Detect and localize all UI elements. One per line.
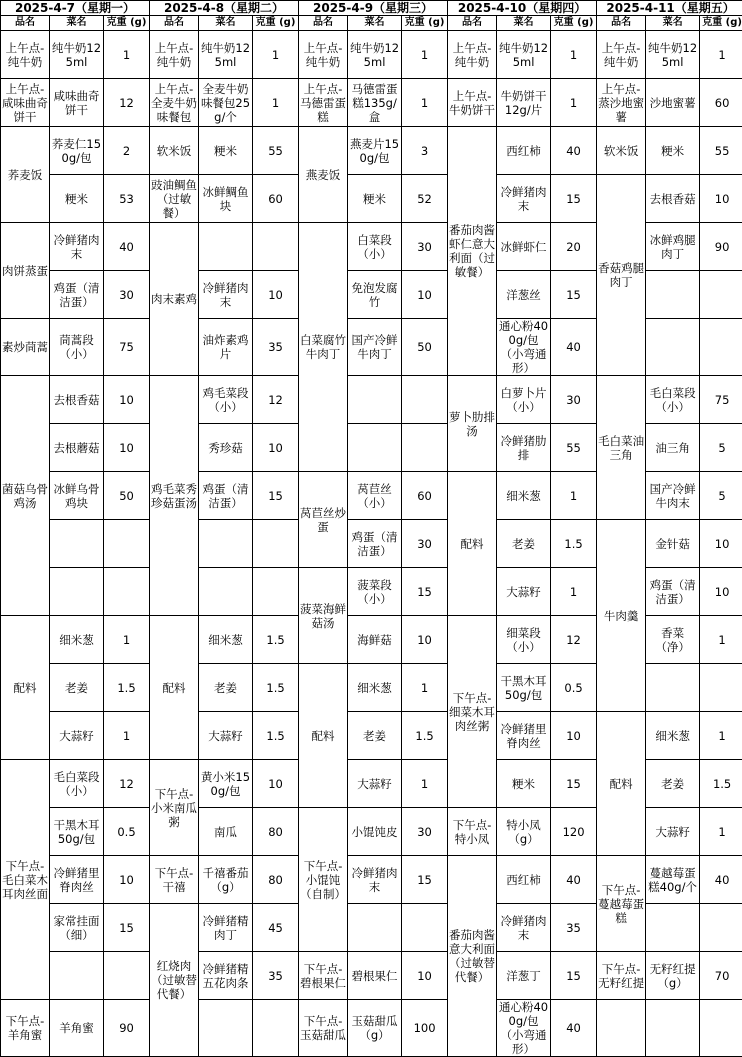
ingredient-cell: 特小凤（g） bbox=[497, 808, 551, 856]
menu-row bbox=[1, 1000, 742, 1057]
ingredient-cell: 粳米 bbox=[199, 127, 253, 175]
ingredient-cell: 南瓜 bbox=[199, 808, 253, 856]
date-header: 2025-4-7（星期一） bbox=[1, 1, 150, 16]
ingredient-cell: 白菜段（小） bbox=[348, 223, 402, 271]
ingredient-cell: 小馄饨皮 bbox=[348, 808, 402, 856]
dish-name-cell: 下午点-玉菇甜瓜 bbox=[299, 1000, 348, 1057]
ingredient-cell: 粳米 bbox=[497, 760, 551, 808]
ingredient-cell: 通心粉400g/包（小弯通形） bbox=[497, 1000, 551, 1057]
grams-cell: 60 bbox=[700, 79, 742, 127]
ingredient-cell: 黄小米150g/包 bbox=[199, 760, 253, 808]
dish-name-cell: 上午点-纯牛奶 bbox=[597, 31, 646, 79]
ingredient-cell: 菠菜段（小） bbox=[348, 568, 402, 616]
ingredient-cell bbox=[646, 664, 700, 712]
ingredient-cell: 大蒜籽 bbox=[199, 712, 253, 760]
ingredient-cell bbox=[646, 319, 700, 376]
grams-cell: 12 bbox=[104, 760, 150, 808]
ingredient-cell bbox=[646, 904, 700, 952]
dish-name-cell: 上午点-咸味曲奇饼干 bbox=[1, 79, 50, 127]
ingredient-cell: 鸡蛋（清洁蛋） bbox=[646, 568, 700, 616]
grams-cell: 5 bbox=[700, 424, 742, 472]
ingredient-cell: 粳米 bbox=[646, 127, 700, 175]
dish-name-cell: 下午点-细菜木耳肉丝粥 bbox=[448, 616, 497, 808]
ingredient-cell: 通心粉400g/包（小弯通形） bbox=[497, 319, 551, 376]
grams-cell: 55 bbox=[551, 424, 597, 472]
ingredient-cell bbox=[199, 1000, 253, 1057]
ingredient-cell: 冰鲜乌骨鸡块 bbox=[50, 472, 104, 520]
grams-cell: 1.5 bbox=[551, 520, 597, 568]
grams-cell: 1 bbox=[551, 31, 597, 79]
grams-col-header: 克重 (g) bbox=[700, 16, 742, 31]
ingredient-cell: 大蒜籽 bbox=[50, 712, 104, 760]
grams-cell: 80 bbox=[253, 808, 299, 856]
dish-name-cell: 番茄肉酱意大利面（过敏替代餐） bbox=[448, 856, 497, 1057]
ingredient-cell: 洋葱丝 bbox=[497, 271, 551, 319]
ingredient-col-header: 菜名 bbox=[348, 16, 402, 31]
grams-cell bbox=[402, 904, 448, 952]
dish-name-cell: 菠菜海鲜菇汤 bbox=[299, 568, 348, 664]
ingredient-cell: 鸡蛋（清洁蛋） bbox=[50, 271, 104, 319]
ingredient-cell: 秀珍菇 bbox=[199, 424, 253, 472]
dish-col-header: 品名 bbox=[1, 16, 50, 31]
ingredient-cell: 金针菇 bbox=[646, 520, 700, 568]
grams-cell: 40 bbox=[104, 223, 150, 271]
grams-cell: 120 bbox=[551, 808, 597, 856]
dish-name-cell: 上午点-牛奶饼干 bbox=[448, 79, 497, 127]
column-header-row bbox=[1, 16, 742, 31]
grams-cell: 30 bbox=[402, 808, 448, 856]
grams-cell: 52 bbox=[402, 175, 448, 223]
dish-name-cell: 燕麦饭 bbox=[299, 127, 348, 223]
dish-name-cell: 萝卜肋排汤 bbox=[448, 376, 497, 472]
grams-cell: 1 bbox=[402, 760, 448, 808]
grams-cell: 0.5 bbox=[551, 664, 597, 712]
grams-cell: 45 bbox=[253, 904, 299, 952]
dish-name-cell: 莴苣丝炒蛋 bbox=[299, 472, 348, 568]
menu-row bbox=[1, 127, 742, 175]
grams-cell: 10 bbox=[253, 271, 299, 319]
ingredient-cell: 细菜段（小） bbox=[497, 616, 551, 664]
dish-col-header: 品名 bbox=[448, 16, 497, 31]
ingredient-cell bbox=[50, 568, 104, 616]
grams-col-header: 克重 (g) bbox=[551, 16, 597, 31]
grams-cell: 1 bbox=[104, 712, 150, 760]
date-header: 2025-4-10（星期四） bbox=[448, 1, 597, 16]
empty-cell bbox=[646, 1000, 700, 1057]
grams-cell: 35 bbox=[253, 319, 299, 376]
ingredient-cell: 香菜（净） bbox=[646, 616, 700, 664]
dish-name-cell: 菌菇乌骨鸡汤 bbox=[1, 376, 50, 616]
grams-cell: 1 bbox=[551, 472, 597, 520]
grams-cell: 1 bbox=[253, 31, 299, 79]
dish-name-cell: 下午点-碧根果仁 bbox=[299, 952, 348, 1000]
ingredient-cell: 纯牛奶125ml bbox=[646, 31, 700, 79]
grams-cell: 0.5 bbox=[104, 808, 150, 856]
dish-name-cell: 软米饭 bbox=[597, 127, 646, 175]
grams-cell bbox=[402, 376, 448, 424]
ingredient-cell: 老姜 bbox=[199, 664, 253, 712]
dish-col-header: 品名 bbox=[150, 16, 199, 31]
grams-col-header: 克重 (g) bbox=[104, 16, 150, 31]
ingredient-cell: 粳米 bbox=[348, 175, 402, 223]
grams-cell: 12 bbox=[104, 79, 150, 127]
grams-cell: 80 bbox=[253, 856, 299, 904]
ingredient-col-header: 菜名 bbox=[199, 16, 253, 31]
grams-cell: 15 bbox=[551, 760, 597, 808]
ingredient-cell: 细米葱 bbox=[497, 472, 551, 520]
grams-cell: 10 bbox=[253, 424, 299, 472]
grams-cell: 10 bbox=[551, 712, 597, 760]
ingredient-cell bbox=[50, 952, 104, 1000]
grams-cell bbox=[253, 568, 299, 616]
dish-name-cell: 下午点-毛白菜木耳肉丝面 bbox=[1, 760, 50, 1000]
menu-row bbox=[1, 856, 742, 904]
ingredient-cell: 白萝卜片（小） bbox=[497, 376, 551, 424]
grams-cell: 15 bbox=[551, 271, 597, 319]
ingredient-cell: 家常挂面（细） bbox=[50, 904, 104, 952]
ingredient-cell: 油炸素鸡片 bbox=[199, 319, 253, 376]
grams-cell: 90 bbox=[700, 223, 742, 271]
ingredient-cell: 冷鲜猪肉末 bbox=[497, 175, 551, 223]
ingredient-cell: 无籽红提（g） bbox=[646, 952, 700, 1000]
grams-col-header: 克重 (g) bbox=[253, 16, 299, 31]
ingredient-cell: 莴苣丝（小） bbox=[348, 472, 402, 520]
ingredient-cell: 冷鲜猪肉末 bbox=[50, 223, 104, 271]
dish-name-cell: 上午点-纯牛奶 bbox=[150, 31, 199, 79]
ingredient-cell bbox=[50, 520, 104, 568]
ingredient-cell: 老姜 bbox=[497, 520, 551, 568]
ingredient-cell: 冷鲜猪里脊肉丝 bbox=[497, 712, 551, 760]
grams-cell: 5 bbox=[700, 472, 742, 520]
ingredient-cell: 冰鲜虾仁 bbox=[497, 223, 551, 271]
ingredient-cell: 油三角 bbox=[646, 424, 700, 472]
grams-cell: 1.5 bbox=[700, 760, 742, 808]
grams-cell: 20 bbox=[551, 223, 597, 271]
grams-cell: 100 bbox=[402, 1000, 448, 1057]
ingredient-cell: 毛白菜段（小） bbox=[646, 376, 700, 424]
ingredient-cell: 细米葱 bbox=[199, 616, 253, 664]
grams-cell: 1 bbox=[700, 808, 742, 856]
date-header: 2025-4-9（星期三） bbox=[299, 1, 448, 16]
grams-cell: 1 bbox=[551, 568, 597, 616]
grams-cell: 12 bbox=[551, 616, 597, 664]
dish-name-cell: 配料 bbox=[299, 664, 348, 808]
grams-cell: 1 bbox=[104, 31, 150, 79]
ingredient-cell: 冰鲜鲷鱼块 bbox=[199, 175, 253, 223]
ingredient-cell bbox=[348, 376, 402, 424]
ingredient-col-header: 菜名 bbox=[646, 16, 700, 31]
ingredient-cell: 西红柿 bbox=[497, 856, 551, 904]
ingredient-cell: 纯牛奶125ml bbox=[348, 31, 402, 79]
dish-name-cell: 荞麦饭 bbox=[1, 127, 50, 223]
grams-cell: 60 bbox=[253, 175, 299, 223]
menu-body bbox=[1, 31, 742, 1057]
dish-name-cell: 上午点-纯牛奶 bbox=[448, 31, 497, 79]
ingredient-cell bbox=[646, 271, 700, 319]
grams-cell: 60 bbox=[402, 472, 448, 520]
ingredient-cell: 鸡毛菜段（小） bbox=[199, 376, 253, 424]
ingredient-cell: 冷鲜猪肉末 bbox=[497, 904, 551, 952]
grams-cell: 1.5 bbox=[104, 664, 150, 712]
date-header-row bbox=[1, 1, 742, 16]
ingredient-cell: 大蒜籽 bbox=[646, 808, 700, 856]
dish-name-cell: 上午点-纯牛奶 bbox=[299, 31, 348, 79]
ingredient-cell: 国产冷鲜牛肉末 bbox=[646, 472, 700, 520]
grams-cell: 1.5 bbox=[402, 712, 448, 760]
ingredient-cell: 冷鲜猪精肉丁 bbox=[199, 904, 253, 952]
grams-cell: 35 bbox=[253, 952, 299, 1000]
grams-cell bbox=[253, 1000, 299, 1057]
dish-name-cell: 鸡毛菜秀珍菇蛋汤 bbox=[150, 376, 199, 616]
ingredient-cell: 大蒜籽 bbox=[348, 760, 402, 808]
grams-cell: 1.5 bbox=[253, 616, 299, 664]
dish-name-cell: 下午点-特小凤 bbox=[448, 808, 497, 856]
menu-row bbox=[1, 376, 742, 424]
ingredient-cell: 纯牛奶125ml bbox=[50, 31, 104, 79]
ingredient-cell: 毛白菜段（小） bbox=[50, 760, 104, 808]
grams-cell: 40 bbox=[551, 319, 597, 376]
ingredient-cell: 西红柿 bbox=[497, 127, 551, 175]
grams-cell: 30 bbox=[104, 271, 150, 319]
ingredient-cell bbox=[348, 424, 402, 472]
grams-cell bbox=[402, 424, 448, 472]
ingredient-cell: 老姜 bbox=[348, 712, 402, 760]
ingredient-cell: 玉菇甜瓜（g） bbox=[348, 1000, 402, 1057]
grams-cell: 1 bbox=[551, 79, 597, 127]
dish-name-cell: 番茄肉酱虾仁意大利面（过敏餐） bbox=[448, 127, 497, 376]
ingredient-cell: 冷鲜猪肉末 bbox=[348, 856, 402, 904]
ingredient-cell: 冷鲜猪里脊肉丝 bbox=[50, 856, 104, 904]
ingredient-cell: 干黑木耳50g/包 bbox=[497, 664, 551, 712]
empty-cell bbox=[700, 1000, 742, 1057]
grams-cell: 10 bbox=[104, 376, 150, 424]
dish-name-cell: 牛肉羹 bbox=[597, 520, 646, 712]
grams-cell bbox=[104, 520, 150, 568]
grams-cell: 15 bbox=[551, 175, 597, 223]
ingredient-cell: 纯牛奶125ml bbox=[497, 31, 551, 79]
grams-cell: 50 bbox=[104, 472, 150, 520]
grams-cell: 1.5 bbox=[253, 712, 299, 760]
grams-cell: 1 bbox=[253, 79, 299, 127]
grams-cell: 53 bbox=[104, 175, 150, 223]
grams-cell: 75 bbox=[700, 376, 742, 424]
dish-name-cell: 素炒茼蒿 bbox=[1, 319, 50, 376]
grams-cell bbox=[700, 664, 742, 712]
menu-row bbox=[1, 520, 742, 568]
grams-cell: 30 bbox=[551, 376, 597, 424]
dish-name-cell: 下午点-蔓越莓蛋糕 bbox=[597, 856, 646, 952]
dish-name-cell: 配料 bbox=[448, 472, 497, 616]
grams-cell: 3 bbox=[402, 127, 448, 175]
grams-cell bbox=[700, 319, 742, 376]
grams-cell: 15 bbox=[253, 472, 299, 520]
dish-col-header: 品名 bbox=[299, 16, 348, 31]
grams-cell: 90 bbox=[104, 1000, 150, 1057]
dish-name-cell: 红烧肉（过敏替代餐） bbox=[150, 904, 199, 1057]
grams-cell: 1 bbox=[402, 79, 448, 127]
ingredient-cell bbox=[199, 568, 253, 616]
dish-name-cell: 上午点-全麦牛奶味餐包 bbox=[150, 79, 199, 127]
grams-cell: 1 bbox=[700, 31, 742, 79]
grams-cell: 40 bbox=[700, 856, 742, 904]
ingredient-cell: 冷鲜猪肉末 bbox=[199, 271, 253, 319]
grams-cell: 10 bbox=[104, 424, 150, 472]
grams-cell: 1.5 bbox=[253, 664, 299, 712]
ingredient-cell: 老姜 bbox=[50, 664, 104, 712]
dish-name-cell: 配料 bbox=[597, 712, 646, 856]
grams-cell: 10 bbox=[402, 271, 448, 319]
ingredient-cell: 马德雷蛋糕135g/盒 bbox=[348, 79, 402, 127]
grams-cell: 10 bbox=[700, 175, 742, 223]
dish-name-cell: 上午点-纯牛奶 bbox=[1, 31, 50, 79]
ingredient-cell: 牛奶饼干12g/片 bbox=[497, 79, 551, 127]
grams-cell: 30 bbox=[402, 520, 448, 568]
ingredient-cell: 去根蘑菇 bbox=[50, 424, 104, 472]
grams-cell bbox=[700, 271, 742, 319]
ingredient-cell bbox=[348, 904, 402, 952]
grams-cell: 1 bbox=[402, 31, 448, 79]
ingredient-cell: 纯牛奶125ml bbox=[199, 31, 253, 79]
grams-cell: 12 bbox=[253, 376, 299, 424]
date-header: 2025-4-11（星期五） bbox=[597, 1, 742, 16]
ingredient-cell: 全麦牛奶味餐包25g/个 bbox=[199, 79, 253, 127]
ingredient-col-header: 菜名 bbox=[497, 16, 551, 31]
dish-name-cell: 下午点-羊角蜜 bbox=[1, 1000, 50, 1057]
dish-name-cell: 毛白菜油三角 bbox=[597, 376, 646, 520]
dish-name-cell: 肉末素鸡 bbox=[150, 223, 199, 376]
ingredient-cell: 沙地蜜薯 bbox=[646, 79, 700, 127]
empty-cell bbox=[597, 1000, 646, 1057]
ingredient-cell: 千禧番茄（g） bbox=[199, 856, 253, 904]
dish-name-cell: 软米饭 bbox=[150, 127, 199, 175]
ingredient-cell: 羊角蜜 bbox=[50, 1000, 104, 1057]
grams-cell: 50 bbox=[402, 319, 448, 376]
grams-cell: 1 bbox=[700, 712, 742, 760]
ingredient-cell: 细米葱 bbox=[646, 712, 700, 760]
grams-cell: 55 bbox=[700, 127, 742, 175]
ingredient-cell: 老姜 bbox=[646, 760, 700, 808]
dish-name-cell: 下午点-小馄饨（自制） bbox=[299, 808, 348, 952]
grams-cell: 10 bbox=[700, 568, 742, 616]
dish-name-cell: 配料 bbox=[150, 616, 199, 760]
dish-name-cell: 豉油鲷鱼（过敏餐） bbox=[150, 175, 199, 223]
grams-cell: 40 bbox=[551, 127, 597, 175]
ingredient-cell: 国产冷鲜牛肉丁 bbox=[348, 319, 402, 376]
ingredient-cell: 海鲜菇 bbox=[348, 616, 402, 664]
grams-cell: 10 bbox=[700, 520, 742, 568]
dish-name-cell: 下午点-干禧 bbox=[150, 856, 199, 904]
dish-name-cell: 配料 bbox=[1, 616, 50, 760]
ingredient-cell: 荞麦仁150g/包 bbox=[50, 127, 104, 175]
ingredient-cell: 蔓越莓蛋糕40g/个 bbox=[646, 856, 700, 904]
grams-cell: 15 bbox=[551, 952, 597, 1000]
grams-cell: 10 bbox=[402, 616, 448, 664]
ingredient-cell: 鸡蛋（清洁蛋） bbox=[348, 520, 402, 568]
grams-cell: 15 bbox=[402, 568, 448, 616]
ingredient-cell bbox=[199, 223, 253, 271]
grams-cell bbox=[253, 520, 299, 568]
dish-name-cell: 白菜腐竹牛肉丁 bbox=[299, 223, 348, 472]
grams-cell: 1 bbox=[402, 664, 448, 712]
dish-name-cell: 上午点-马德雷蛋糕 bbox=[299, 79, 348, 127]
grams-cell: 75 bbox=[104, 319, 150, 376]
grams-cell: 10 bbox=[104, 856, 150, 904]
grams-cell bbox=[104, 568, 150, 616]
grams-cell: 1 bbox=[700, 616, 742, 664]
grams-cell: 40 bbox=[551, 856, 597, 904]
menu-row bbox=[1, 175, 742, 223]
grams-cell bbox=[104, 952, 150, 1000]
ingredient-cell bbox=[199, 520, 253, 568]
ingredient-col-header: 菜名 bbox=[50, 16, 104, 31]
date-header: 2025-4-8（星期二） bbox=[150, 1, 299, 16]
grams-cell: 1 bbox=[104, 616, 150, 664]
ingredient-cell: 冰鲜鸡腿肉丁 bbox=[646, 223, 700, 271]
ingredient-cell: 免泡发腐竹 bbox=[348, 271, 402, 319]
ingredient-cell: 冷鲜猪精五花肉条 bbox=[199, 952, 253, 1000]
ingredient-cell: 粳米 bbox=[50, 175, 104, 223]
grams-cell: 10 bbox=[402, 952, 448, 1000]
ingredient-cell: 洋葱丁 bbox=[497, 952, 551, 1000]
grams-cell bbox=[700, 904, 742, 952]
grams-cell: 2 bbox=[104, 127, 150, 175]
ingredient-cell: 去根香菇 bbox=[50, 376, 104, 424]
ingredient-cell: 细米葱 bbox=[348, 664, 402, 712]
menu-row bbox=[1, 712, 742, 760]
grams-cell: 70 bbox=[700, 952, 742, 1000]
grams-cell: 10 bbox=[253, 760, 299, 808]
grams-cell: 30 bbox=[402, 223, 448, 271]
ingredient-cell: 咸味曲奇饼干 bbox=[50, 79, 104, 127]
ingredient-cell: 干黑木耳50g/包 bbox=[50, 808, 104, 856]
grams-cell bbox=[253, 223, 299, 271]
dish-name-cell: 肉饼蒸蛋 bbox=[1, 223, 50, 319]
menu-row bbox=[1, 31, 742, 79]
ingredient-cell: 茼蒿段（小） bbox=[50, 319, 104, 376]
ingredient-cell: 燕麦片150g/包 bbox=[348, 127, 402, 175]
ingredient-cell: 冷鲜猪肋排 bbox=[497, 424, 551, 472]
ingredient-cell: 碧根果仁 bbox=[348, 952, 402, 1000]
dish-col-header: 品名 bbox=[597, 16, 646, 31]
grams-col-header: 克重 (g) bbox=[402, 16, 448, 31]
dish-name-cell: 下午点-小米南瓜粥 bbox=[150, 760, 199, 856]
grams-cell: 15 bbox=[104, 904, 150, 952]
ingredient-cell: 大蒜籽 bbox=[497, 568, 551, 616]
grams-cell: 40 bbox=[551, 1000, 597, 1057]
dish-name-cell: 下午点-无籽红提 bbox=[597, 952, 646, 1000]
dish-name-cell: 香菇鸡腿肉丁 bbox=[597, 175, 646, 376]
ingredient-cell: 去根香菇 bbox=[646, 175, 700, 223]
menu-row bbox=[1, 79, 742, 127]
ingredient-cell: 鸡蛋（清洁蛋） bbox=[199, 472, 253, 520]
ingredient-cell: 细米葱 bbox=[50, 616, 104, 664]
menu-row bbox=[1, 952, 742, 1000]
grams-cell: 35 bbox=[551, 904, 597, 952]
dish-name-cell: 上午点-蒸沙地蜜薯 bbox=[597, 79, 646, 127]
grams-cell: 15 bbox=[402, 856, 448, 904]
grams-cell: 55 bbox=[253, 127, 299, 175]
